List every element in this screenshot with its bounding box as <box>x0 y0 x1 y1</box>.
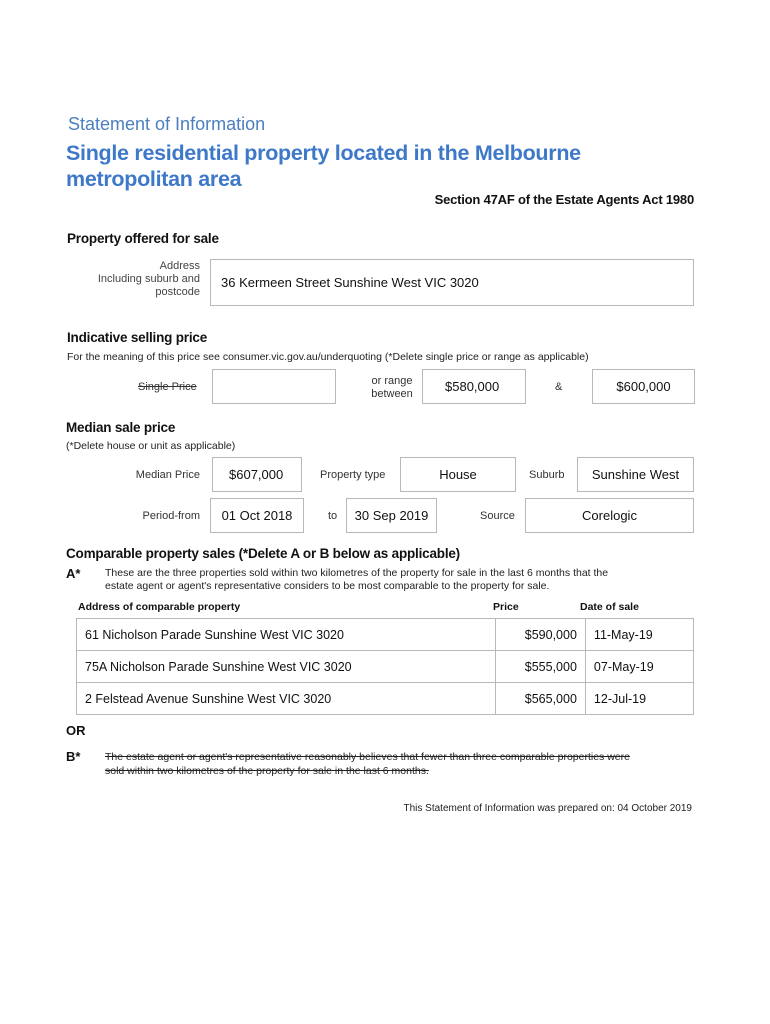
range-high-field[interactable]: $600,000 <box>592 369 695 404</box>
option-a-text <box>105 567 608 593</box>
range-label <box>362 375 422 401</box>
col-header-address: Address of comparable property <box>78 601 241 613</box>
range-and-label: & <box>555 381 563 393</box>
option-b-text <box>105 750 630 778</box>
comparable-address[interactable]: 2 Felstead Avenue Sunshine West VIC 3020 <box>77 683 496 715</box>
comparable-address[interactable]: 75A Nicholson Parade Sunshine West VIC 3020 <box>77 651 496 683</box>
indicative-price-note: For the meaning of this price see consumer.vic.gov.au/underquoting (*Delete single price or range as applicable) <box>67 351 589 363</box>
address-label-line3: postcode <box>155 286 200 298</box>
option-b-marker: B* <box>66 749 81 764</box>
main-title <box>66 140 581 192</box>
comparable-date[interactable]: 12-Jul-19 <box>585 683 693 715</box>
table-row <box>77 683 694 715</box>
median-heading: Median sale price <box>66 420 176 435</box>
suburb-label: Suburb <box>529 469 565 481</box>
comparable-date[interactable]: 11-May-19 <box>585 619 693 651</box>
median-price-label: Median Price <box>135 469 200 481</box>
range-label-line2: between <box>371 388 413 400</box>
option-b-text-line2: sold within two kilometres of the property for sale in the last 6 months. <box>105 765 429 777</box>
property-type-label: Property type <box>320 469 386 481</box>
property-offered-heading: Property offered for sale <box>67 231 219 246</box>
single-price-label: Single Price <box>138 381 197 393</box>
main-title-line2: metropolitan area <box>66 167 242 191</box>
prepared-date-text: This Statement of Information was prepared on: 04 October 2019 <box>403 803 692 814</box>
table-row <box>77 651 694 683</box>
address-label-line2: Including suburb and <box>97 273 200 285</box>
comparable-heading: Comparable property sales (*Delete A or B below as applicable) <box>66 546 460 561</box>
col-header-date: Date of sale <box>580 601 639 613</box>
period-from-field[interactable]: 01 Oct 2018 <box>210 498 304 533</box>
median-note: (*Delete house or unit as applicable) <box>66 440 236 452</box>
range-low-field[interactable]: $580,000 <box>422 369 526 404</box>
address-field[interactable]: 36 Kermeen Street Sunshine West VIC 3020 <box>210 259 694 306</box>
property-type-field[interactable]: House <box>400 457 516 492</box>
to-field[interactable]: 30 Sep 2019 <box>346 498 437 533</box>
option-a-text-line2: estate agent or agent's representative considers to be most comparable to the property for sale. <box>105 580 550 592</box>
comparable-price[interactable]: $565,000 <box>496 683 586 715</box>
comparable-price[interactable]: $555,000 <box>496 651 586 683</box>
to-label: to <box>328 510 338 522</box>
or-label: OR <box>66 723 86 738</box>
source-label: Source <box>480 510 515 522</box>
section-reference: Section 47AF of the Estate Agents Act 1980 <box>434 192 694 207</box>
comparable-date[interactable]: 07-May-19 <box>585 651 693 683</box>
table-row <box>77 619 694 651</box>
median-price-field[interactable]: $607,000 <box>212 457 302 492</box>
statement-title: Statement of Information <box>68 114 266 134</box>
address-label-line1: Address <box>159 260 200 272</box>
single-price-field[interactable] <box>212 369 336 404</box>
main-title-line1: Single residential property located in the Melbourne <box>66 141 581 165</box>
comparable-address[interactable]: 61 Nicholson Parade Sunshine West VIC 3020 <box>77 619 496 651</box>
period-from-label: Period-from <box>142 510 200 522</box>
source-field[interactable]: Corelogic <box>525 498 694 533</box>
indicative-price-heading: Indicative selling price <box>67 330 208 345</box>
address-label <box>50 260 200 299</box>
comparable-price[interactable]: $590,000 <box>496 619 586 651</box>
range-label-line1: or range <box>371 375 413 387</box>
option-b-text-line1: The estate agent or agent's representative reasonably believes that fewer than three comparable properties were <box>105 751 630 763</box>
option-a-text-line1: These are the three properties sold within two kilometres of the property for sale in the last 6 months that the <box>105 567 609 579</box>
suburb-field[interactable]: Sunshine West <box>577 457 694 492</box>
option-a-marker: A* <box>66 566 81 581</box>
col-header-price: Price <box>493 601 519 613</box>
comparable-sales-table <box>76 618 694 715</box>
